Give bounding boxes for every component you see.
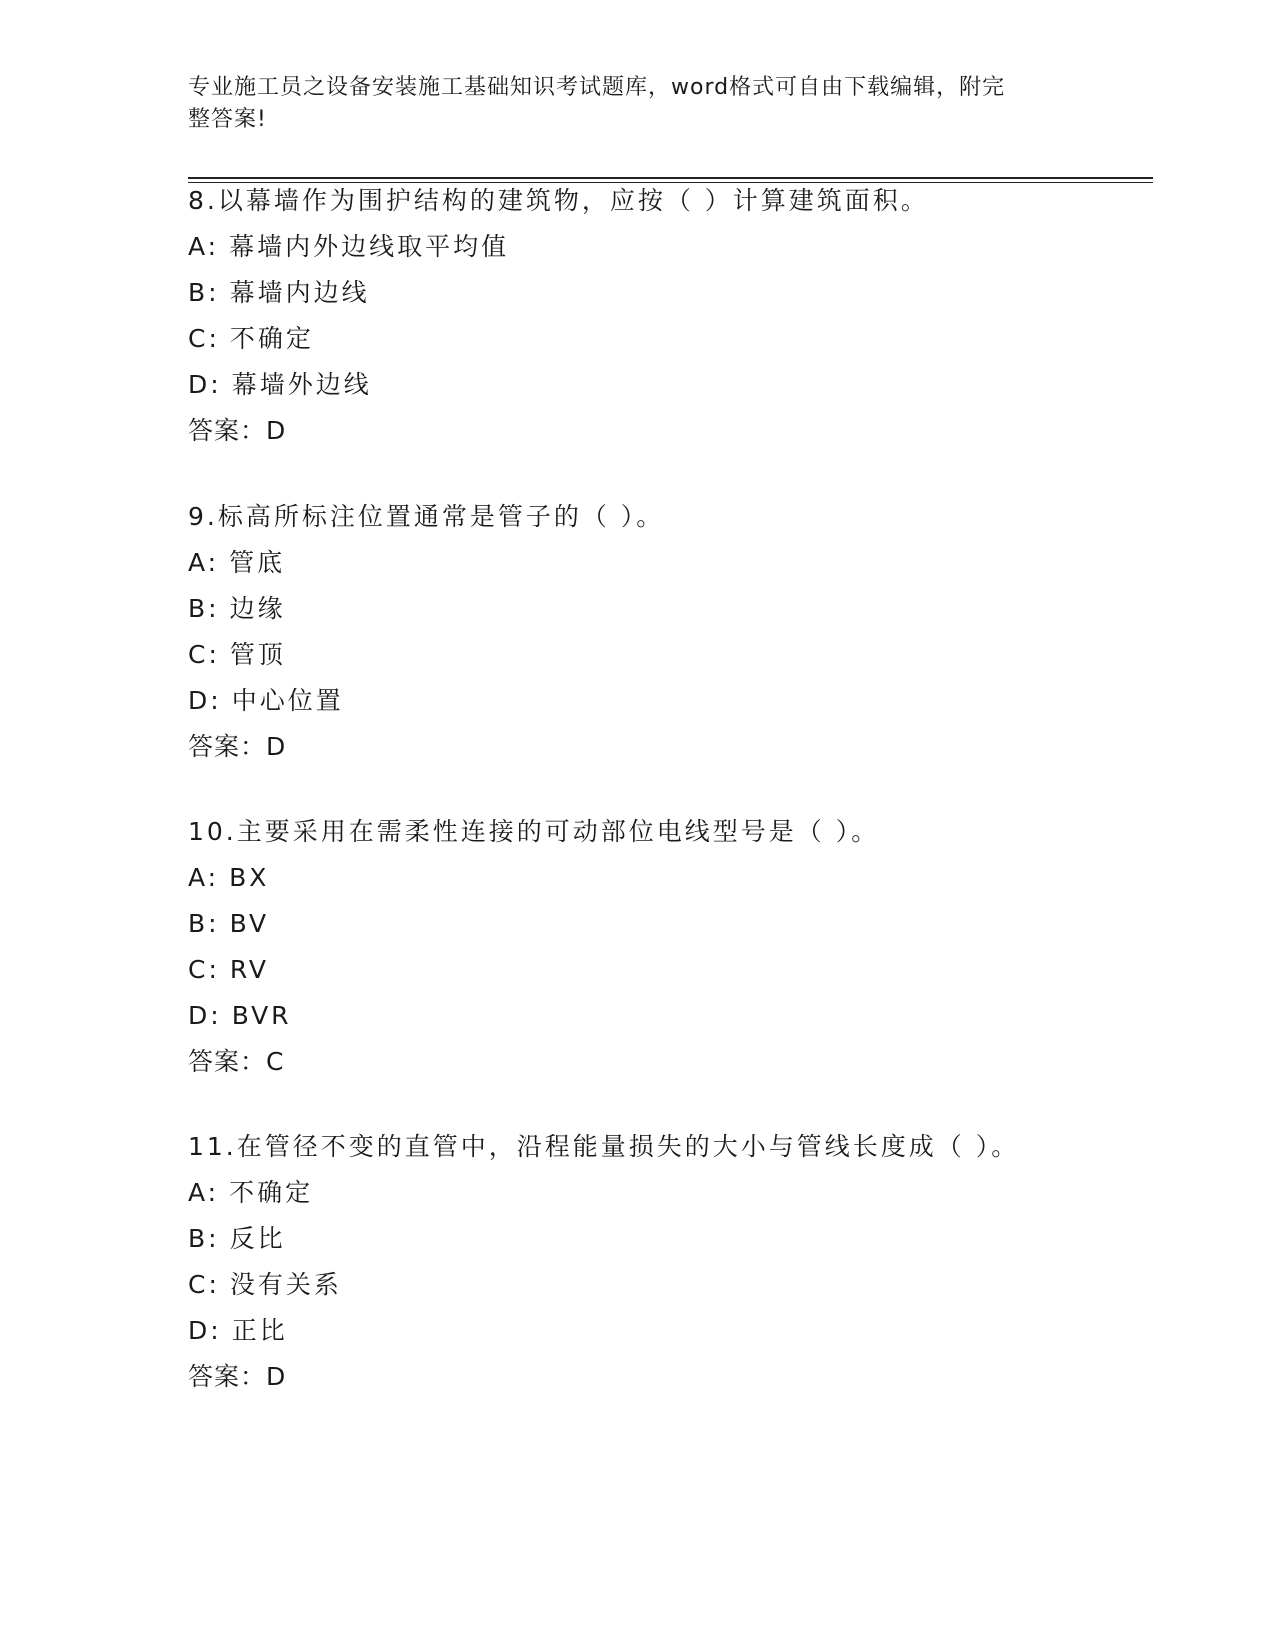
option-text: BV <box>229 909 270 938</box>
answer-line <box>188 416 1188 462</box>
option-text: 幕墙外边线 <box>231 370 372 399</box>
answer-label: 答案： <box>188 416 267 445</box>
option-text: BX <box>229 863 270 892</box>
option-c <box>188 955 1188 1001</box>
option-letter: A: <box>188 548 220 577</box>
option-text: 正比 <box>231 1316 288 1345</box>
question-title: 9.标高所标注位置通常是管子的（ ）。 <box>188 502 665 531</box>
option-c <box>188 1270 1188 1316</box>
option-text: 不确定 <box>229 324 314 353</box>
question-block <box>188 817 1188 1093</box>
option-text: 管顶 <box>229 640 286 669</box>
option-text: 幕墙内边线 <box>229 278 370 307</box>
header-divider-thin <box>188 182 1153 183</box>
option-text: 反比 <box>229 1224 286 1253</box>
option-d <box>188 1001 1188 1047</box>
option-letter: C: <box>188 955 220 984</box>
option-letter: B: <box>188 278 220 307</box>
option-d <box>188 686 1188 732</box>
option-a <box>188 863 1188 909</box>
option-b <box>188 278 1188 324</box>
question-block <box>188 186 1188 462</box>
option-letter: A: <box>188 232 220 261</box>
option-c <box>188 324 1188 370</box>
option-letter: C: <box>188 324 220 353</box>
answer-label: 答案： <box>188 1362 267 1391</box>
question-title: 10.主要采用在需柔性连接的可动部位电线型号是（ ）。 <box>188 817 880 846</box>
option-letter: B: <box>188 1224 220 1253</box>
option-b <box>188 1224 1188 1270</box>
option-text: 没有关系 <box>229 1270 342 1299</box>
question-title: 11.在管径不变的直管中，沿程能量损失的大小与管线长度成（ ）。 <box>188 1132 1020 1161</box>
answer-line <box>188 1047 1188 1093</box>
option-letter: D: <box>188 1001 222 1030</box>
option-d <box>188 370 1188 416</box>
option-c <box>188 640 1188 686</box>
option-letter: C: <box>188 1270 220 1299</box>
option-a <box>188 1178 1188 1224</box>
option-letter: D: <box>188 370 222 399</box>
header-line-1: 专业施工员之设备安装施工基础知识考试题库，word格式可自由下载编辑，附完 <box>188 75 1006 100</box>
answer-value: D <box>266 1362 287 1391</box>
option-text: 不确定 <box>229 1178 314 1207</box>
document-header <box>188 72 1088 136</box>
option-text: BVR <box>231 1001 292 1030</box>
option-letter: D: <box>188 1316 222 1345</box>
answer-label: 答案： <box>188 732 267 761</box>
option-letter: A: <box>188 863 220 892</box>
header-divider-thick <box>188 177 1153 179</box>
option-letter: B: <box>188 909 220 938</box>
option-letter: D: <box>188 686 222 715</box>
option-text: 幕墙内外边线取平均值 <box>229 232 510 261</box>
question-title: 8.以幕墙作为围护结构的建筑物，应按（ ）计算建筑面积。 <box>188 186 929 215</box>
option-d <box>188 1316 1188 1362</box>
question-block <box>188 1132 1188 1408</box>
question-block <box>188 502 1188 778</box>
option-text: 边缘 <box>229 594 286 623</box>
option-letter: C: <box>188 640 220 669</box>
option-a <box>188 548 1188 594</box>
option-letter: A: <box>188 1178 220 1207</box>
answer-value: D <box>266 732 287 761</box>
option-text: 中心位置 <box>231 686 344 715</box>
option-a <box>188 232 1188 278</box>
answer-line <box>188 732 1188 778</box>
option-letter: B: <box>188 594 220 623</box>
option-b <box>188 909 1188 955</box>
header-line-2: 整答案! <box>188 107 267 132</box>
answer-label: 答案： <box>188 1047 267 1076</box>
answer-value: D <box>266 416 287 445</box>
option-text: 管底 <box>229 548 286 577</box>
answer-value: C <box>266 1047 285 1076</box>
option-b <box>188 594 1188 640</box>
option-text: RV <box>229 955 269 984</box>
answer-line <box>188 1362 1188 1408</box>
